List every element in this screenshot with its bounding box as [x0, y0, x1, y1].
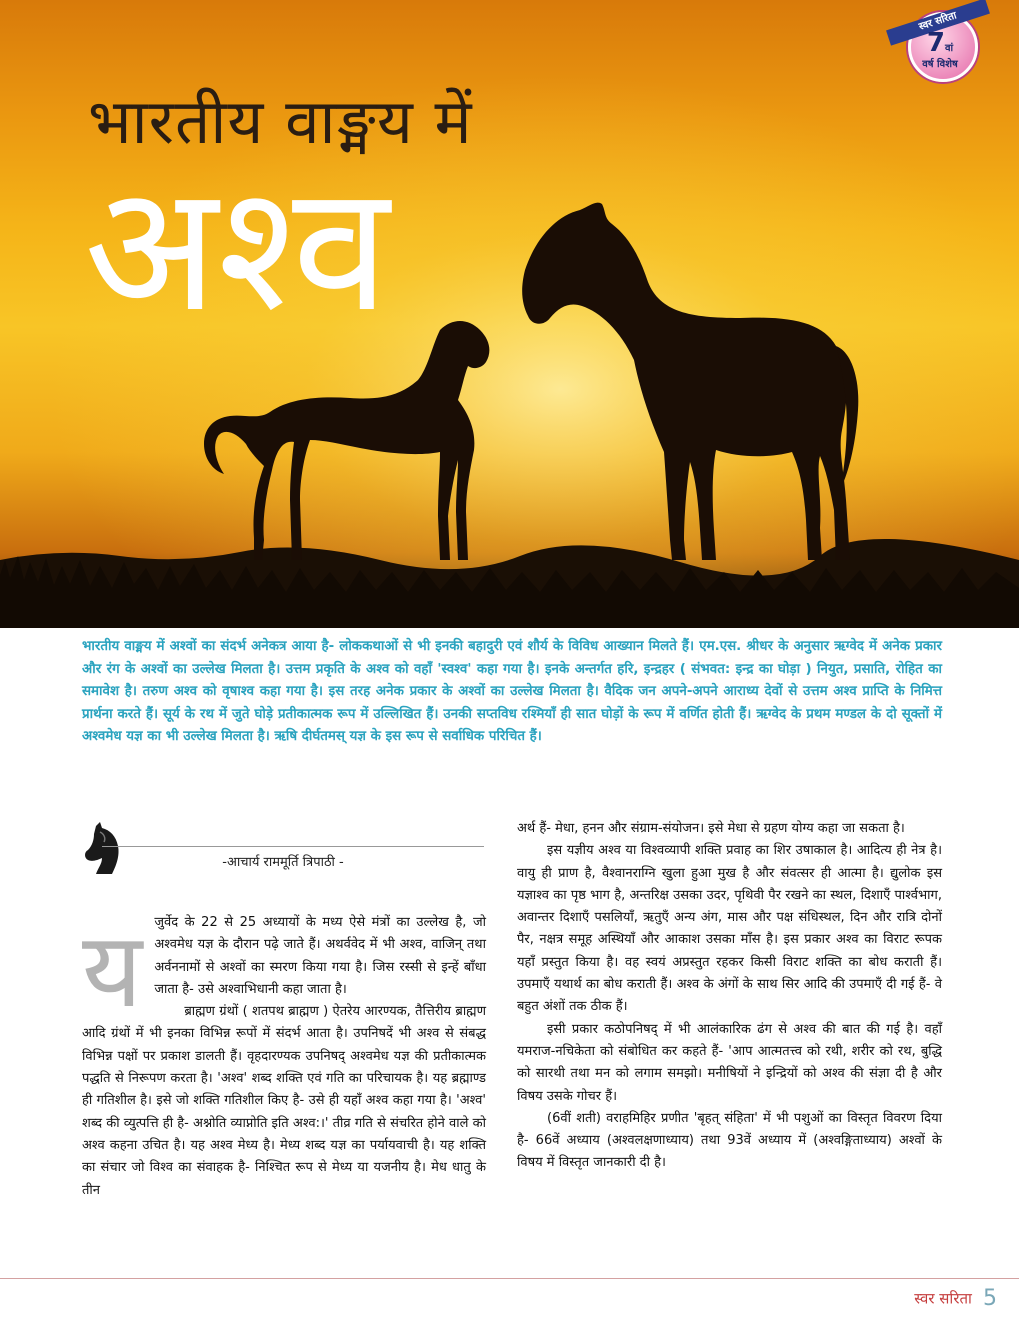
column2-para-3: इसी प्रकार कठोपनिषद् में भी आलंकारिक ढंग से अश्व की बात की गई है। वहाँ यमराज-नचिकेता को संबोधित कर कहते हैं- 'आप आत्मतत्त्व को रथी, शरीर को रथ, बुद्धि को सारथी तथा मन को लगाम समझो। मनीषियों ने इन्द्रियों को अश्व की संज्ञा दी है और विषय उसके गोचर हैं।	[517, 1021, 942, 1104]
column-2	[517, 818, 942, 1175]
badge-special: वर्ष विशेष	[922, 59, 958, 70]
column2-para-4: (6वीं शती) वराहमिहिर प्रणीत 'बृहत् संहिता' में भी पशुओं का विस्तृत विवरण दिया है- 66वें अध्याय (अश्वलक्षणाध्याय) तथा 93वें अध्याय में (अश्वङ्गिताध्याय) अश्वों के विषय में विस्तृत जानकारी दी है।	[517, 1110, 942, 1171]
column1-para-1: यजुर्वेद के 22 से 25 अध्यायों के मध्य ऐसे मंत्रों का उल्लेख है, जो अश्वमेध यज्ञ के दौरान पढ़े जाते हैं। अथर्ववेद में भी अश्व, वाजिन् तथा अर्वननामों से अश्वों का स्मरण किया गया है। जिस रस्सी से इन्हें बाँधा जाता है- उसे अश्वाभिधानी कहा जाता है।	[82, 909, 486, 1031]
author-name: -आचार्य राममूर्ति त्रिपाठी -	[222, 855, 344, 870]
badge-number: 7वां	[926, 28, 954, 58]
badge-magazine: स्वर सरिता	[886, 0, 990, 46]
anniversary-badge	[886, 6, 990, 90]
footer-rule	[0, 1278, 1019, 1279]
hero-image	[0, 0, 1019, 628]
page-number: 5	[983, 1286, 997, 1311]
column2-para-1: अर्थ हैं- मेधा, हनन और संग्राम-संयोजन। इसे मेधा से ग्रहण योग्य कहा जा सकता है।	[517, 821, 905, 836]
author-block	[82, 822, 484, 880]
column1-para-2: ब्राह्मण ग्रंथों ( शतपथ ब्राह्मण ) ऐतरेय आरण्यक, तैत्तिरीय ब्राह्मण आदि ग्रंथों में भी इनका विभिन्न रूपों में संदर्भ आता है। उपनिषदें भी अश्व से संबद्ध विभिन्न पक्षों पर प्रकाश डालती हैं। वृहदारण्यक उपनिषद् अश्वमेध यज्ञ की प्रतीकात्मक पद्धति से निरूपण करता है। 'अश्व' शब्द शक्ति एवं गति का परिचायक है। यह ब्रह्माण्ड ही गतिशील है। इसे जो शक्ति गतिशील किए है- उसे ही यहाँ अश्व कहा गया है। 'अश्व' शब्द की व्युत्पत्ति ही है- अश्नोति व्याप्नोति इति अश्व:।' तीव्र गति से संचरित होने वाले को अश्व कहना उचित है। यह अश्व मेध्य है। मेध्य शब्द यज्ञ का पर्यायवाची है। यह शक्ति का संचार जो विश्व का संवाहक है- निश्चित रूप से मेध्य या यजनीय है। मेध धातु के तीन	[82, 1004, 486, 1198]
footer-magazine: स्वर सरिता	[914, 1289, 972, 1308]
title-big: अश्व	[84, 148, 390, 351]
page-footer	[914, 1286, 997, 1311]
intro-paragraph: भारतीय वाङ्मय में अश्वों का संदर्भ अनेकत्र आया है- लोककथाओं से भी इनकी बहादुरी एवं शौर्य के विविध आख्यान मिलते हैं। एम.एस. श्रीधर के अनुसार ऋग्वेद में अनेक प्रकार और रंग के अश्वों का उल्लेख मिलता है। उत्तम प्रकृति के अश्व को वहाँ 'स्वश्व' कहा गया है। इनके अन्तर्गत हरि, इन्द्रहर ( संभवत: इन्द्र का घोड़ा ) नियुत, प्रसाति, रोहित का समावेश है। तरुण अश्व को वृषाश्व कहा गया है। इस तरह अनेक प्रकार के अश्वों का उल्लेख मिलता है। वैदिक जन अपने-अपने आराध्य देवों से उत्तम अश्व प्राप्ति के निमित्त प्रार्थना करते हैं। सूर्य के रथ में जुते घोड़े प्रतीकात्मक रूप में उल्लिखित हैं। उनकी सप्तविध रश्मियाँ ही सात घोड़ों के रूप में वर्णित होती हैं। ऋग्वेद के प्रथम मण्डल के दो सूक्तों में अश्वमेध यज्ञ का भी उल्लेख मिलता है। ऋषि दीर्घतमस् यज्ञ के इस रूप से सर्वाधिक परिचित हैं।	[82, 639, 942, 745]
column-1	[82, 909, 486, 1202]
author-rule	[102, 846, 484, 847]
title-line1: भारतीय वाङ्मय में	[88, 85, 473, 158]
column2-para-2: इस यज्ञीय अश्व या विश्वव्यापी शक्ति प्रवाह का शिर उषाकाल है। आदित्य ही नेत्र है। वायु ही प्राण है, वैश्वानराग्नि खुला हुआ मुख है और संवत्सर ही आत्मा है। द्युलोक इस यज्ञाश्व का पृष्ठ भाग है, अन्तरिक्ष उसका उदर, पृथिवी पैर रखने का स्थल, दिशाएँ पार्श्वभाग, अवान्तर दिशाएँ पसलियाँ, ऋतुएँ अन्य अंग, मास और पक्ष संधिस्थल, दिन और रात्रि दोनों पैर, नक्षत्र समूह अस्थियाँ और आकाश उसका माँस है। इस प्रकार अश्व का विराट रूपक यहाँ प्रस्तुत किया है। वह स्वयं अप्रस्तुत रहकर किसी विराट शक्ति का बोध कराती हैं। उपमाएँ यथार्थ का बोध कराती हैं। अश्व के अंगों के साथ सिर आदि की उपमाएँ दी गई हैं- वे बहुत अंशों तक ठीक हैं।	[517, 843, 942, 1015]
dropcap: य	[82, 909, 143, 1031]
